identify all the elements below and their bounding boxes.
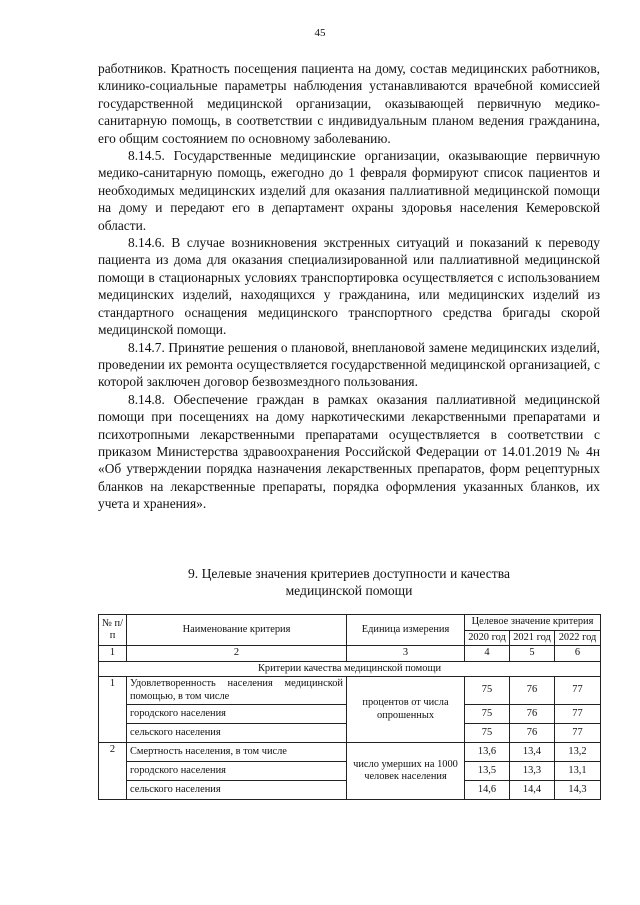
column-number: 4	[465, 646, 510, 662]
paragraph: 8.14.5. Государственные медицинские организации, оказывающие первичную медико-санитарную помощь, ежегодно до 1 февраля формируют список пациентов и необходимых медицинских изделий для оказания паллиативной медицинской помощи на дому и передают его в департамент охраны здоровья населения Кемеровской области.	[98, 148, 600, 233]
criterion-name: сельского населения	[127, 724, 347, 743]
criterion-name: Смертность населения, в том числе	[127, 743, 347, 762]
section-title-line: медицинской помощи	[285, 583, 413, 598]
section-title-line: 9. Целевые значения критериев доступности и качества	[187, 566, 510, 581]
value-cell: 13,1	[555, 762, 601, 781]
column-number: 2	[127, 646, 347, 662]
value-cell: 77	[555, 705, 601, 724]
criterion-name: Удовлетворенность населения медицинской помощью, в том числе	[127, 677, 347, 705]
value-cell: 14,4	[510, 781, 555, 800]
row-number: 1	[99, 677, 127, 743]
value-cell: 13,6	[465, 743, 510, 762]
body-text	[98, 60, 600, 513]
value-cell: 75	[465, 705, 510, 724]
value-cell: 13,2	[555, 743, 601, 762]
table-row	[99, 743, 601, 762]
value-cell: 75	[465, 677, 510, 705]
table-header-row	[99, 615, 601, 631]
header-year: 2022 год	[555, 630, 601, 646]
value-cell: 77	[555, 677, 601, 705]
unit-cell: число умерших на 1000 человек населения	[347, 743, 465, 800]
section-title	[98, 565, 600, 599]
paragraph: работников. Кратность посещения пациента на дому, состав медицинских работников, клинико-социальные параметры наблюдения устанавливаются врачебной комиссией государственной медицинской организации, оказывающей первичную медико-санитарную помощь, в соответствии с индивидуальным планом ведения гражданина, его общим состоянием по основному заболеванию.	[98, 61, 600, 146]
paragraph: 8.14.8. Обеспечение граждан в рамках оказания паллиативной медицинской помощи при посещениях на дому наркотическими лекарственными препаратами и психотропными лекарственными препаратами осуществляется в соответствии с приказом Министерства здравоохранения Российской Федерации от 14.01.2019 № 4н «Об утверждении порядка назначения лекарственных препаратов, форм рецептурных бланков на лекарственные препараты, порядка оформления указанных бланков, их учета и хранения».	[98, 391, 600, 512]
unit-cell: процентов от числа опрошенных	[347, 677, 465, 743]
column-number: 3	[347, 646, 465, 662]
header-unit: Единица измерения	[347, 615, 465, 646]
column-number: 6	[555, 646, 601, 662]
header-name: Наименование критерия	[127, 615, 347, 646]
value-cell: 13,5	[465, 762, 510, 781]
column-number: 5	[510, 646, 555, 662]
value-cell: 76	[510, 677, 555, 705]
criteria-table	[98, 614, 601, 800]
paragraph: 8.14.6. В случае возникновения экстренных ситуаций и показаний к переводу пациента из дома для оказания специализированной или паллиативной медицинской помощи в стационарных условиях транспортировка осуществляется с использованием медицинских изделий, находящихся у гражданина, или медицинских изделий из стандартного оснащения медицинского транспортного средства бригады скорой медицинской помощи.	[98, 235, 600, 338]
value-cell: 14,6	[465, 781, 510, 800]
page-number: 45	[314, 27, 326, 39]
value-cell: 76	[510, 724, 555, 743]
table-row	[99, 677, 601, 705]
value-cell: 77	[555, 724, 601, 743]
criterion-name: сельского населения	[127, 781, 347, 800]
paragraph: 8.14.7. Принятие решения о плановой, внеплановой замене медицинских изделий, проведении их ремонта осуществляется государственной медицинской организацией, с которой заключен договор безвозмездного пользования.	[98, 339, 600, 390]
criterion-name: городского населения	[127, 705, 347, 724]
header-year: 2021 год	[510, 630, 555, 646]
criterion-name: городского населения	[127, 762, 347, 781]
value-cell: 76	[510, 705, 555, 724]
value-cell: 13,3	[510, 762, 555, 781]
value-cell: 75	[465, 724, 510, 743]
section-row	[99, 661, 601, 677]
header-num: № п/п	[99, 615, 127, 646]
section-label: Критерии качества медицинской помощи	[99, 661, 601, 677]
header-year: 2020 год	[465, 630, 510, 646]
value-cell: 14,3	[555, 781, 601, 800]
value-cell: 13,4	[510, 743, 555, 762]
column-number-row	[99, 646, 601, 662]
header-target: Целевое значение критерия	[465, 615, 601, 631]
column-number: 1	[99, 646, 127, 662]
row-number: 2	[99, 743, 127, 800]
